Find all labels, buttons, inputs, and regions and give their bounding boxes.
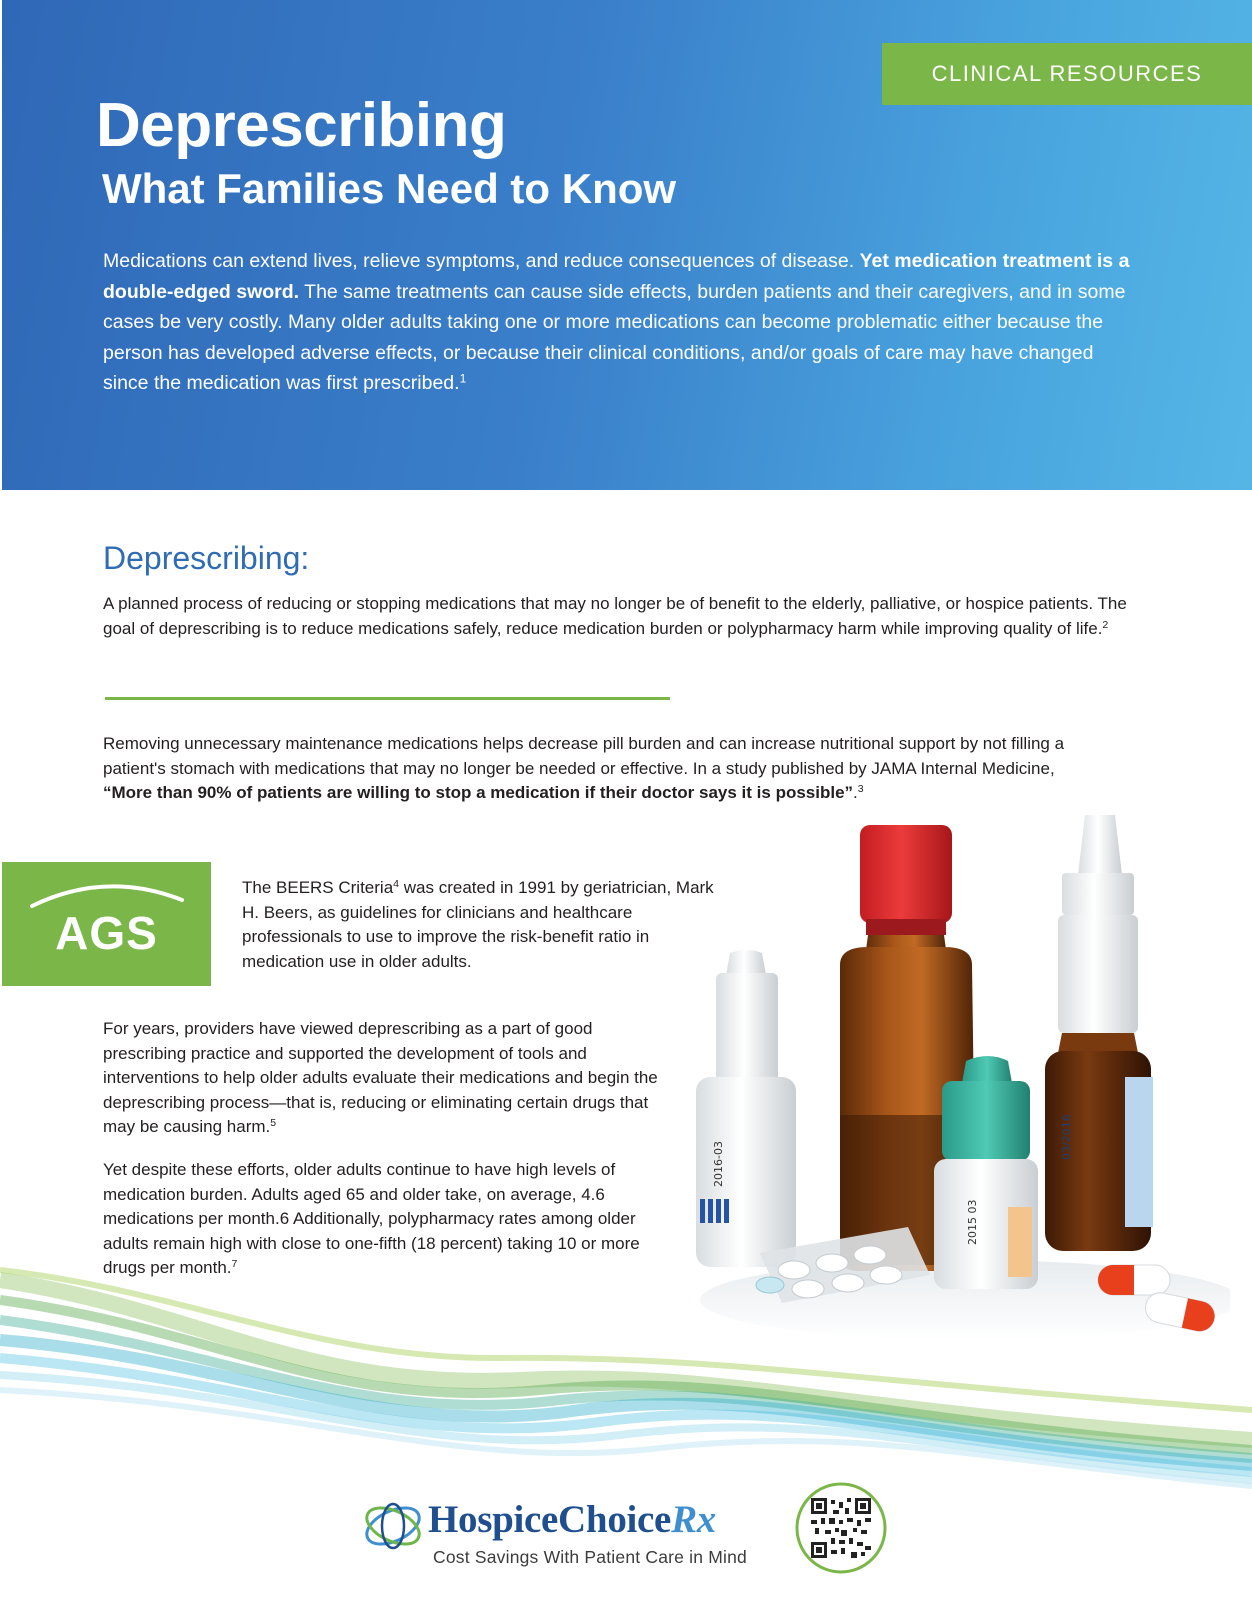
brand-name: [428, 1497, 716, 1542]
nasal-spray-bottle: [1045, 815, 1153, 1251]
beers-text-a: The BEERS Criteria: [242, 878, 394, 897]
removing-ref: 3: [857, 783, 864, 796]
beers-ref: 4: [393, 878, 400, 891]
jama-quote: “More than 90% of patients are willing to stop a medication if their doctor says it is possible”: [103, 783, 854, 802]
page-subtitle: What Families Need to Know: [102, 165, 677, 212]
intro-lead: Medications can extend lives, relieve symptoms, and reduce consequences of disease.: [103, 250, 860, 272]
years-paragraph: [103, 1017, 663, 1140]
brand-name-main: HospiceChoice: [428, 1498, 672, 1541]
wave-decoration: [0, 1240, 1252, 1490]
beers-paragraph: [242, 876, 722, 974]
removing-paragraph: [103, 732, 1103, 806]
eye-drop-bottle: [696, 950, 796, 1267]
intro-ref: 1: [459, 371, 467, 386]
years-ref: 5: [270, 1117, 277, 1130]
yet-ref: 7: [231, 1258, 238, 1271]
intro-paragraph: [103, 246, 1133, 399]
qr-code[interactable]: [795, 1482, 887, 1574]
definition-heading: Deprescribing:: [103, 540, 310, 576]
ags-logo: [2, 862, 211, 986]
definition-ref: 2: [1102, 618, 1109, 631]
yet-text: Yet despite these efforts, older adults continue to have high levels of medication burden. Adults aged 65 and older take, on average, 4.6 medications per month.6 Additionally, polypharmacy rates among older adults remain high with close to one-fifth (18 percent) taking 10 or more drugs per month.: [103, 1160, 640, 1277]
section-divider: [105, 697, 670, 700]
beers-text-b: was created in 1991 by geriatrician, Mark H. Beers, as guidelines for clinicians and healthcare professionals to use to improve the risk-benefit ratio in medication use in older adults.: [242, 878, 714, 971]
teal-bottle-label: 2015 03: [966, 1199, 979, 1245]
years-text: For years, providers have viewed deprescribing as a part of good prescribing practice and supported the development of tools and interventions to help older adults evaluate their medications and begin the deprescribing process—that is, reducing or eliminating certain drugs that may be causing harm.: [103, 1019, 658, 1136]
removing-after: .: [853, 783, 858, 802]
clinical-resources-badge: CLINICAL RESOURCES: [882, 43, 1252, 105]
header-banner: [2, 0, 1252, 490]
page-title: Deprescribing: [96, 91, 507, 160]
removing-lead: Removing unnecessary maintenance medications helps decrease pill burden and can increase nutritional support by not filling a patient's stomach with medications that may no longer be needed or effective. In a study published by JAMA Internal Medicine,: [103, 734, 1065, 778]
intro-rest: The same treatments can cause side effects, burden patients and their caregivers, and in some cases be very costly. Many older adults taking one or more medications can become problematic either because the person has developed adverse effects, or because their clinical conditions, and/or goals of care may have changed since the medication was first prescribed.: [103, 280, 1126, 394]
intro-bold: Yet medication treatment is a double-edged sword.: [103, 250, 1130, 303]
ags-logo-text: AGS: [55, 907, 158, 959]
definition-text: A planned process of reducing or stopping medications that may no longer be of benefit to the elderly, palliative, or hospice patients. The goal of deprescribing is to reduce medications safely, reduce medication burden or polypharmacy harm while improving quality of life.: [103, 594, 1127, 638]
brand-name-rx: Rx: [671, 1498, 716, 1541]
eye-drop-bottle-label: 2016-03: [712, 1141, 725, 1187]
brand-tagline: Cost Savings With Patient Care in Mind: [433, 1547, 747, 1567]
spray-bottle-label: 03/2016: [1060, 1114, 1073, 1160]
definition-paragraph: [103, 592, 1153, 641]
hospicechoice-logo-icon: [360, 1496, 426, 1556]
